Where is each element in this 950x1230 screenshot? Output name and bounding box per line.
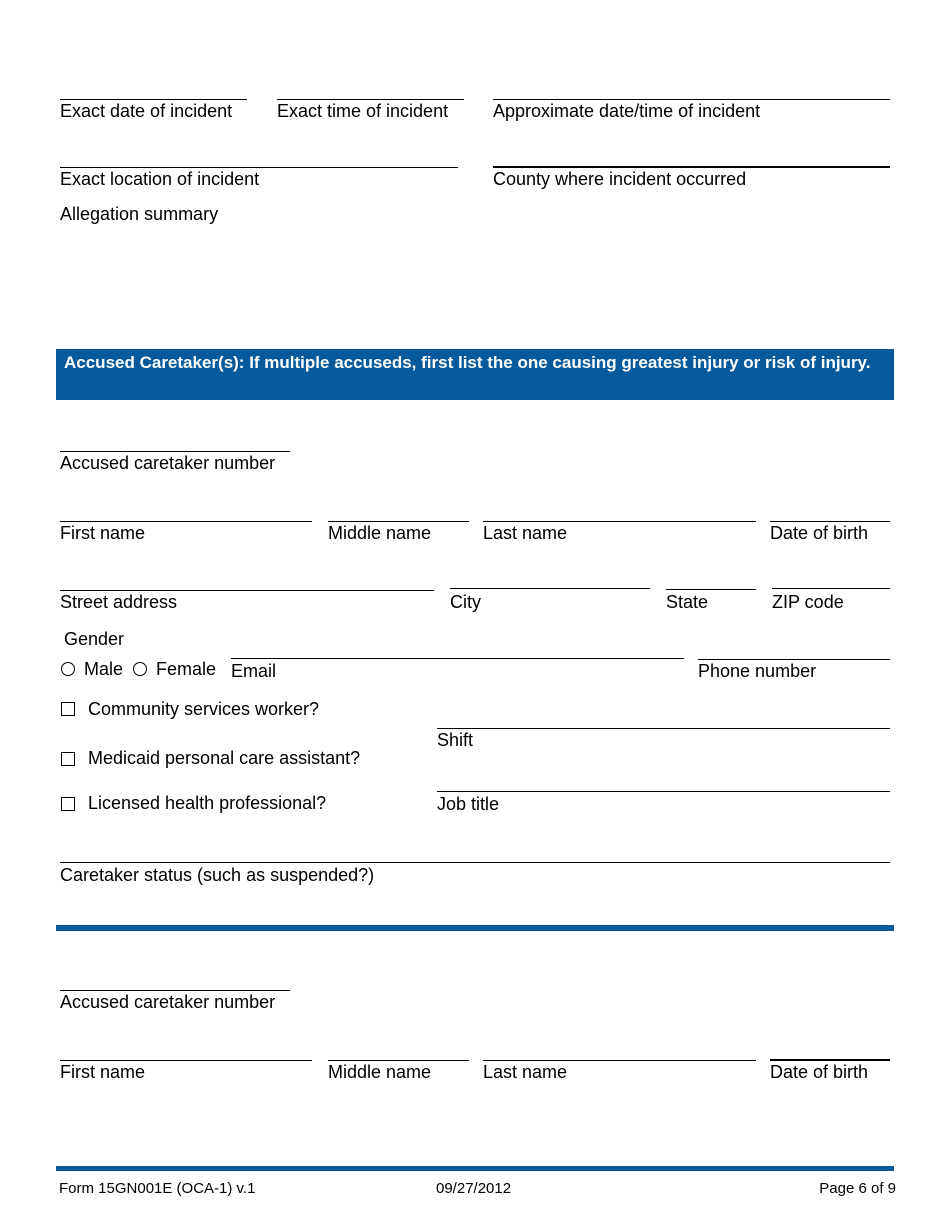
- caretaker-number-input[interactable]: [60, 426, 290, 450]
- caretaker2-middle-name-input[interactable]: [328, 1035, 469, 1059]
- state-label: State: [666, 592, 709, 612]
- shift-input[interactable]: [437, 703, 890, 727]
- city-label: City: [450, 592, 481, 612]
- job-title-input[interactable]: [437, 766, 890, 790]
- licensed-professional-checkbox[interactable]: [61, 797, 75, 811]
- city-field[interactable]: [450, 588, 650, 616]
- caretaker2-middle-name-field[interactable]: [328, 1060, 469, 1088]
- dob-input[interactable]: [770, 496, 890, 520]
- city-input[interactable]: [450, 563, 650, 587]
- county-field[interactable]: [493, 166, 890, 194]
- middle-name-label: Middle name: [328, 523, 432, 543]
- email-label: Email: [231, 661, 277, 681]
- first-name-label: First name: [60, 523, 146, 543]
- community-worker-checkbox[interactable]: [61, 702, 75, 716]
- caretaker2-number-label: Accused caretaker number: [60, 992, 276, 1012]
- caretaker2-dob-field[interactable]: [770, 1059, 890, 1087]
- male-label: Male: [84, 659, 124, 679]
- dob-label: Date of birth: [770, 523, 869, 543]
- caretaker-number-label: Accused caretaker number: [60, 453, 276, 473]
- dob-field[interactable]: [770, 521, 890, 549]
- email-field[interactable]: [231, 658, 684, 686]
- exact-date-input[interactable]: [60, 74, 247, 98]
- allegation-summary-area[interactable]: [60, 232, 890, 332]
- page-number: Page 6 of 9: [819, 1180, 896, 1197]
- caretaker2-dob-label: Date of birth: [770, 1062, 869, 1082]
- zip-label: ZIP code: [772, 592, 844, 612]
- male-radio[interactable]: [61, 662, 75, 676]
- accused-caretaker-banner: Accused Caretaker(s): If multiple accuseds, first list the one causing greatest injury or risk of injury.: [56, 349, 894, 400]
- caretaker2-last-name-label: Last name: [483, 1062, 568, 1082]
- female-label: Female: [156, 659, 217, 679]
- approx-datetime-input[interactable]: [493, 74, 890, 98]
- caretaker2-first-name-label: First name: [60, 1062, 146, 1082]
- exact-time-input[interactable]: [277, 74, 464, 98]
- shift-field[interactable]: [437, 728, 890, 756]
- job-title-label: Job title: [437, 794, 500, 814]
- phone-field[interactable]: [698, 659, 890, 687]
- email-input[interactable]: [231, 633, 684, 657]
- caretaker2-first-name-input[interactable]: [60, 1035, 312, 1059]
- exact-date-label: Exact date of incident: [60, 101, 233, 121]
- exact-date-field[interactable]: [60, 99, 247, 127]
- county-label: County where incident occurred: [493, 169, 747, 189]
- zip-input[interactable]: [772, 563, 890, 587]
- last-name-label: Last name: [483, 523, 568, 543]
- form-date: 09/27/2012: [436, 1180, 512, 1197]
- county-input[interactable]: [493, 142, 890, 166]
- approx-datetime-label: Approximate date/time of incident: [493, 101, 761, 121]
- caretaker2-last-name-field[interactable]: [483, 1060, 756, 1088]
- last-name-input[interactable]: [483, 496, 756, 520]
- medicaid-pca-label: Medicaid personal care assistant?: [88, 748, 361, 768]
- street-address-field[interactable]: [60, 590, 434, 618]
- exact-time-field[interactable]: [277, 99, 464, 127]
- gender-label: Gender: [64, 629, 125, 649]
- approx-datetime-field[interactable]: [493, 99, 890, 127]
- licensed-professional-label: Licensed health professional?: [88, 793, 327, 813]
- shift-label: Shift: [437, 730, 474, 750]
- zip-field[interactable]: [772, 588, 890, 616]
- caretaker-status-input[interactable]: [60, 837, 890, 861]
- caretaker-status-label: Caretaker status (such as suspended?): [60, 865, 375, 885]
- job-title-field[interactable]: [437, 791, 890, 819]
- caretaker-status-field[interactable]: [60, 862, 890, 890]
- caretaker2-number-field[interactable]: [60, 990, 290, 1018]
- caretaker2-middle-name-label: Middle name: [328, 1062, 432, 1082]
- first-name-field[interactable]: [60, 521, 312, 549]
- street-address-label: Street address: [60, 592, 178, 612]
- location-input[interactable]: [60, 142, 458, 166]
- caretaker2-dob-input[interactable]: [770, 1035, 890, 1059]
- middle-name-field[interactable]: [328, 521, 469, 549]
- exact-time-label: Exact time of incident: [277, 101, 449, 121]
- last-name-field[interactable]: [483, 521, 756, 549]
- phone-label: Phone number: [698, 661, 817, 681]
- caretaker2-number-input[interactable]: [60, 965, 290, 989]
- state-field[interactable]: [666, 589, 756, 617]
- first-name-input[interactable]: [60, 496, 312, 520]
- caretaker-number-field[interactable]: [60, 451, 290, 479]
- caretaker2-first-name-field[interactable]: [60, 1060, 312, 1088]
- middle-name-input[interactable]: [328, 496, 469, 520]
- location-label: Exact location of incident: [60, 169, 260, 189]
- allegation-summary-label: Allegation summary: [60, 204, 219, 224]
- location-field[interactable]: [60, 167, 458, 195]
- phone-input[interactable]: [698, 634, 890, 658]
- caretaker2-last-name-input[interactable]: [483, 1035, 756, 1059]
- community-worker-label: Community services worker?: [88, 699, 320, 719]
- medicaid-pca-checkbox[interactable]: [61, 752, 75, 766]
- female-radio[interactable]: [133, 662, 147, 676]
- street-address-input[interactable]: [60, 565, 434, 589]
- form-id: Form 15GN001E (OCA-1) v.1: [59, 1180, 256, 1197]
- footer-rule: [56, 1166, 894, 1171]
- section-divider: [56, 925, 894, 931]
- state-input[interactable]: [666, 564, 756, 588]
